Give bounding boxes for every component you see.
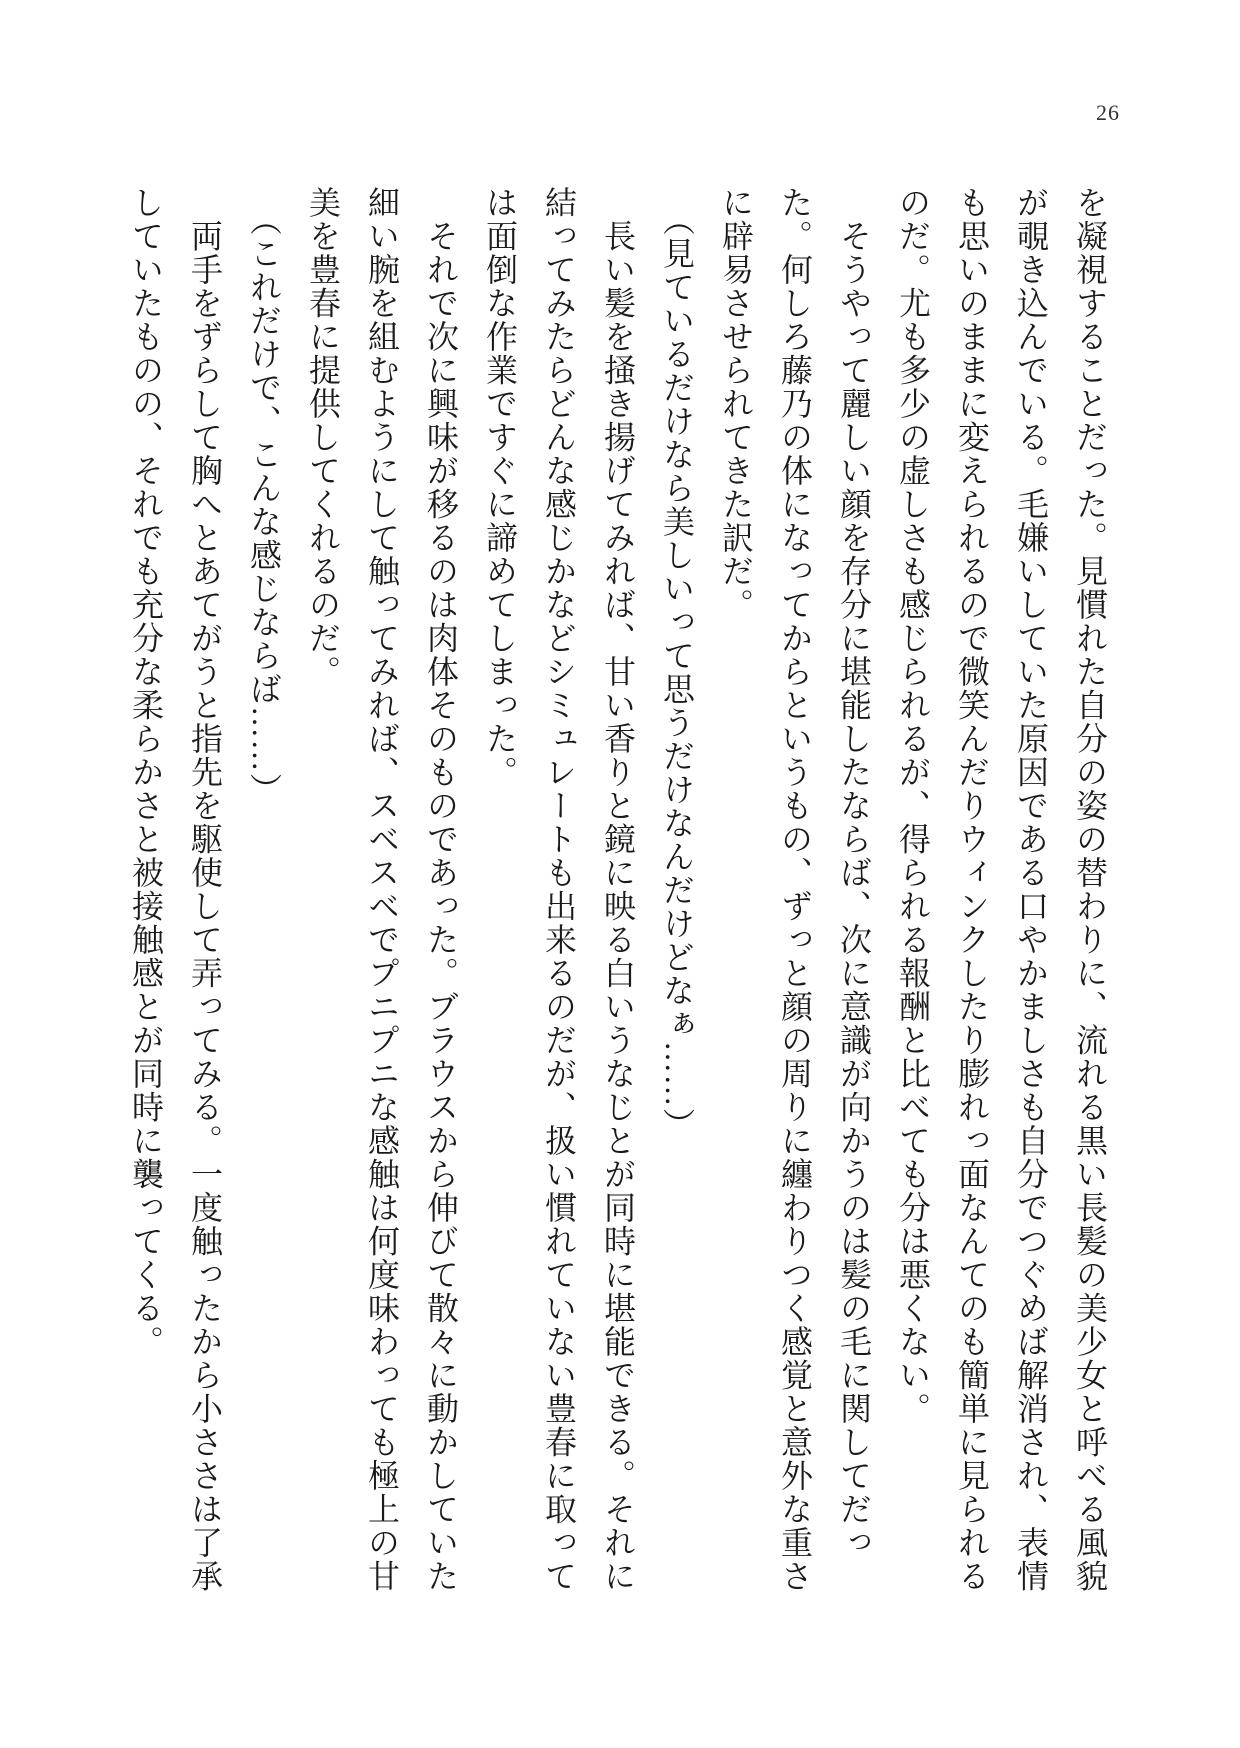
text-line: 結ってみたらどんな感じかなどシミュレートも出来るのだが、扱い慣れていない豊春に取って <box>541 186 577 1593</box>
text-line: （これだけで、こんな感じならば……） <box>246 186 282 807</box>
vertical-text-block <box>116 186 1119 1593</box>
page-number: 26 <box>1096 100 1120 125</box>
text-line: も思いのままに変えられるので微笑んだりウィンクしたり膨れっ面なんてのも簡単に見られる <box>954 186 990 1593</box>
text-line: が覗き込んでいる。毛嫌いしていた原因である口やかましさも自分でつぐめば解消され、表情 <box>1013 186 1049 1593</box>
text-line: た。何しろ藤乃の体になってからというもの、ずっと顔の周りに纏わりつく感覚と意外な重さ <box>777 186 813 1593</box>
text-line: それで次に興味が移るのは肉体そのものであった。ブラウスから伸びて散々に動かしていた <box>423 186 459 1593</box>
text-line: 長い髪を掻き揚げてみれば、甘い香りと鏡に映る白いうなじとが同時に堪能できる。それに <box>600 186 636 1593</box>
text-line: 細い腕を組むようにして触ってみれば、スベスベでプニプニな感触は何度味わっても極上の甘 <box>364 186 400 1593</box>
text-line: そうやって麗しい顔を存分に堪能したならば、次に意識が向かうのは髪の毛に関してだっ <box>836 186 872 1560</box>
text-line: のだ。尤も多少の虚しさも感じられるが、得られる報酬と比べても分は悪くない。 <box>895 186 931 1426</box>
text-line: 両手をずらして胸へとあてがうと指先を駆使して弄ってみる。一度触ったから小ささは了承 <box>187 186 223 1593</box>
text-line: していたものの、それでも充分な柔らかさと被接触感とが同時に襲ってくる。 <box>128 186 164 1359</box>
text-line: を凝視することだった。見慣れた自分の姿の替わりに、流れる黒い長髪の美少女と呼べる風貌 <box>1072 186 1108 1593</box>
text-line: に辟易させられてきた訳だ。 <box>718 186 754 622</box>
text-line: 美を豊春に提供してくれるのだ。 <box>305 186 341 689</box>
text-line: （見ているだけなら美しいって思うだけなんだけどなぁ……） <box>659 186 695 1142</box>
text-line: は面倒な作業ですぐに諦めてしまった。 <box>482 186 518 789</box>
